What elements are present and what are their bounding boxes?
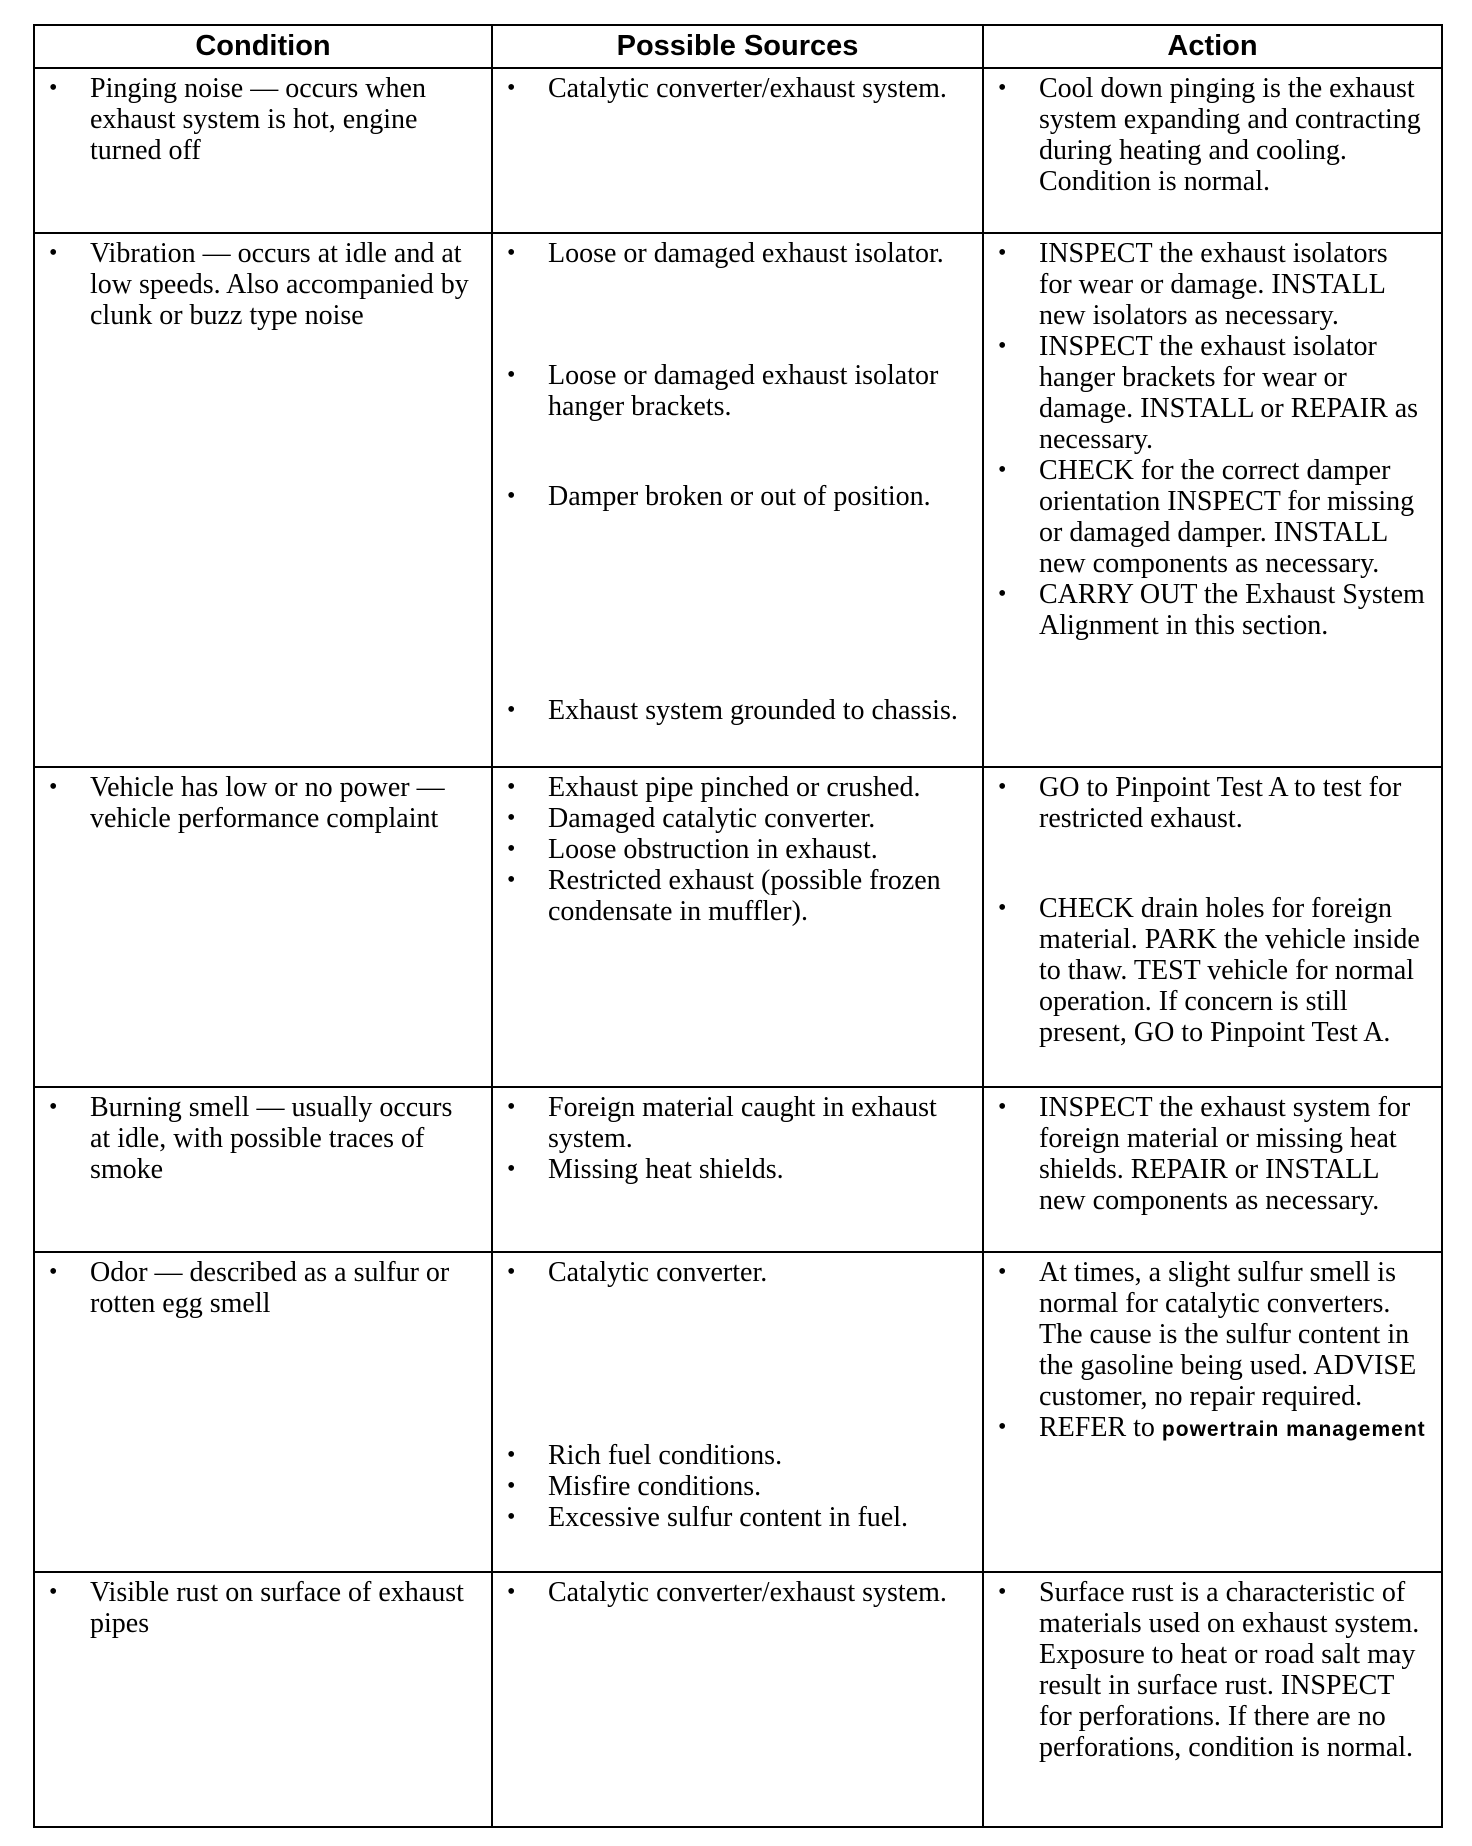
header-action: Action	[983, 25, 1442, 68]
source-item: • Missing heat shields.	[503, 1154, 968, 1185]
condition-cell	[34, 1087, 492, 1252]
table-row	[34, 233, 1442, 767]
condition-text: • Visible rust on surface of exhaust pipes	[45, 1577, 477, 1639]
action-item: • CHECK drain holes for foreign material. PARK the vehicle inside to thaw. TEST vehicle for normal operation. If concern is still present, GO to Pinpoint Test A.	[994, 893, 1427, 1048]
action-item: • INSPECT the exhaust isolators for wear or damage. INSTALL new isolators as necessary.	[994, 238, 1427, 331]
condition-cell	[34, 1252, 492, 1572]
action-cell	[983, 233, 1442, 767]
action-item: • Cool down pinging is the exhaust system expanding and contracting during heating and cooling. Condition is normal.	[994, 73, 1427, 197]
action-cell	[983, 767, 1442, 1087]
source-item: • Damaged catalytic converter.	[503, 803, 968, 834]
action-item: • Surface rust is a characteristic of materials used on exhaust system. Exposure to heat or road salt may result in surface rust. INSPECT for perforations. If there are no perforations, condition is normal.	[994, 1577, 1427, 1763]
condition-text: • Vehicle has low or no power — vehicle performance complaint	[45, 772, 477, 834]
action-item: • INSPECT the exhaust system for foreign material or missing heat shields. REPAIR or INSTALL new components as necessary.	[994, 1092, 1427, 1216]
source-item: • Catalytic converter.	[503, 1257, 968, 1288]
action-item: • At times, a slight sulfur smell is normal for catalytic converters. The cause is the sulfur content in the gasoline being used. ADVISE customer, no repair required.	[994, 1257, 1427, 1412]
header-condition: Condition	[34, 25, 492, 68]
source-item: • Rich fuel conditions.	[503, 1440, 968, 1471]
sources-cell	[492, 1572, 983, 1827]
source-item: • Damper broken or out of position.	[503, 481, 968, 512]
sources-cell	[492, 1087, 983, 1252]
sources-cell	[492, 68, 983, 233]
action-item: • CHECK for the correct damper orientation INSPECT for missing or damaged damper. INSTALL new components as necessary.	[994, 455, 1427, 579]
table-row	[34, 1572, 1442, 1827]
source-item: • Loose obstruction in exhaust.	[503, 834, 968, 865]
table-row	[34, 1252, 1442, 1572]
action-item-refer	[994, 1412, 1427, 1443]
action-item: • INSPECT the exhaust isolator hanger brackets for wear or damage. INSTALL or REPAIR as necessary.	[994, 331, 1427, 455]
action-item: • CARRY OUT the Exhaust System Alignment in this section.	[994, 579, 1427, 641]
refer-text: REFER to	[1039, 1412, 1155, 1443]
source-item: • Loose or damaged exhaust isolator hanger brackets.	[503, 360, 968, 422]
source-item: • Foreign material caught in exhaust system.	[503, 1092, 968, 1154]
action-cell	[983, 1252, 1442, 1572]
condition-text: • Vibration — occurs at idle and at low speeds. Also accompanied by clunk or buzz type noise	[45, 238, 477, 331]
symptom-chart-table	[33, 24, 1443, 1828]
condition-cell	[34, 1572, 492, 1827]
table-row	[34, 767, 1442, 1087]
condition-cell	[34, 233, 492, 767]
diagnosis-table-page	[33, 24, 1441, 1828]
condition-text: • Pinging noise — occurs when exhaust system is hot, engine turned off	[45, 73, 477, 166]
source-item: • Exhaust system grounded to chassis.	[503, 695, 968, 726]
sources-cell	[492, 767, 983, 1087]
condition-text: • Odor — described as a sulfur or rotten egg smell	[45, 1257, 477, 1319]
condition-cell	[34, 767, 492, 1087]
action-cell	[983, 1572, 1442, 1827]
source-item: • Restricted exhaust (possible frozen condensate in muffler).	[503, 865, 968, 927]
sources-cell	[492, 233, 983, 767]
action-cell	[983, 1087, 1442, 1252]
action-cell	[983, 68, 1442, 233]
header-possible-sources: Possible Sources	[492, 25, 983, 68]
table-row	[34, 68, 1442, 233]
refer-target: powertrain management	[1161, 1418, 1426, 1441]
source-item: • Exhaust pipe pinched or crushed.	[503, 772, 968, 803]
condition-cell	[34, 68, 492, 233]
action-item: • GO to Pinpoint Test A to test for restricted exhaust.	[994, 772, 1427, 834]
table-header-row	[34, 25, 1442, 68]
sources-cell	[492, 1252, 983, 1572]
source-item: • Excessive sulfur content in fuel.	[503, 1502, 968, 1533]
condition-text: • Burning smell — usually occurs at idle, with possible traces of smoke	[45, 1092, 477, 1185]
source-item: • Misfire conditions.	[503, 1471, 968, 1502]
source-item: • Catalytic converter/exhaust system.	[503, 1577, 968, 1608]
source-item: • Loose or damaged exhaust isolator.	[503, 238, 968, 269]
source-item: • Catalytic converter/exhaust system.	[503, 73, 968, 104]
table-row	[34, 1087, 1442, 1252]
